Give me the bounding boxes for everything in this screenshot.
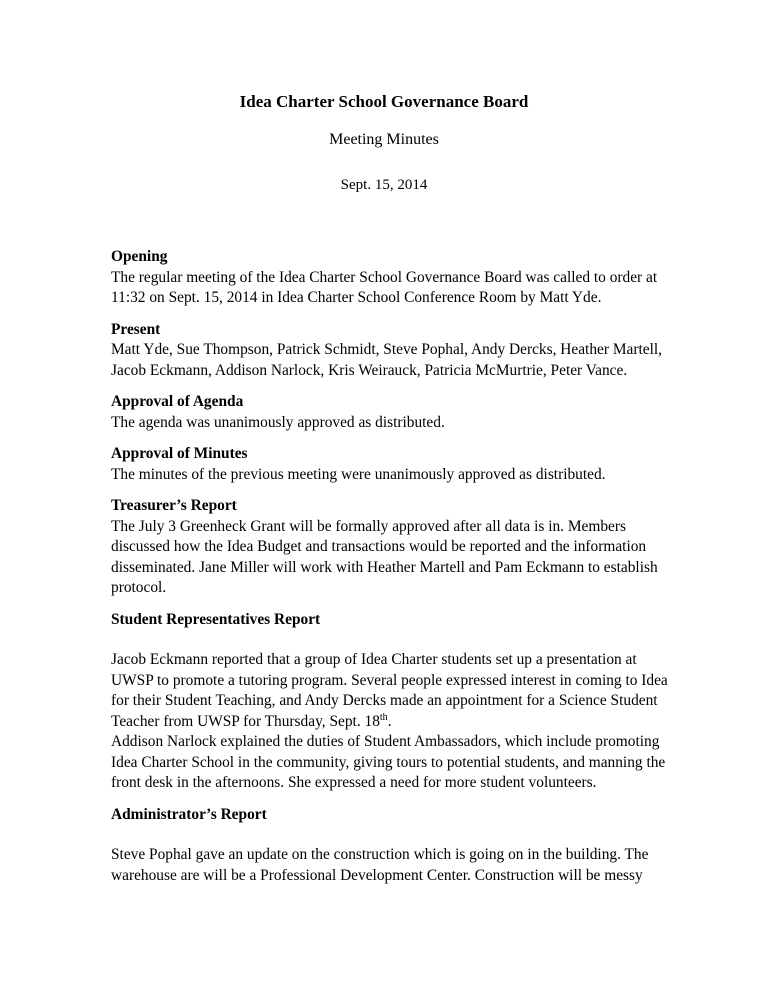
section-text-opening: The regular meeting of the Idea Charter School Governance Board was called to order at 11:32 on Sept. 15, 2014 in Idea Charter School Conference Room by Matt Yde.	[111, 268, 658, 306]
document-subtitle: Meeting Minutes	[329, 131, 439, 148]
section-text-present: Matt Yde, Sue Thompson, Patrick Schmidt, Steve Pophal, Andy Dercks, Heather Martell, Jacob Eckmann, Addison Narlock, Kris Weirauck, Patricia McMurtrie, Peter Vance.	[111, 341, 662, 379]
ordinal-suffix: th	[379, 711, 388, 723]
student-p1-end: .	[387, 712, 392, 730]
student-p1-text: Jacob Eckmann reported that a group of Idea Charter students set up a presentation at UWSP to promote a tutoring program. Several people expressed interest in coming to Idea for their Student Teaching, and Andy Dercks made an appointment for a Science Student Teacher from UWSP for Thursday, Sept. 18	[111, 651, 668, 730]
section-text-treasurer: The July 3 Greenheck Grant will be formally approved after all data is in. Members discussed how the Idea Budget and transactions would be reported and the information disseminated. Jane Miller will work with Heather Martell and Pam Eckmann to establish protocol.	[111, 517, 658, 596]
section-heading-agenda: Approval of Agenda	[111, 393, 244, 410]
spacer	[111, 825, 671, 845]
section-present	[111, 320, 671, 382]
section-heading-administrator: Administrator’s Report	[111, 805, 267, 823]
section-text-student-2: Addison Narlock explained the duties of Student Ambassadors, which include promoting Idea Charter School in the community, giving tours to potential students, and manning the front desk in the afternoons. She expressed a need for more student volunteers.	[111, 733, 666, 791]
section-text-minutes: The minutes of the previous meeting were unanimously approved as distributed.	[111, 465, 606, 483]
section-approval-agenda	[111, 392, 671, 433]
section-opening	[111, 247, 671, 309]
section-approval-minutes	[111, 444, 671, 485]
minutes-body	[111, 247, 671, 897]
section-text-administrator: Steve Pophal gave an update on the construction which is going on in the building. The warehouse are will be a Professional Development Center. Construction will be messy	[111, 846, 649, 884]
section-heading-present: Present	[111, 320, 161, 338]
section-text-student-1	[111, 650, 671, 732]
meeting-date: Sept. 15, 2014	[340, 177, 428, 193]
section-heading-treasurer: Treasurer’s Report	[111, 497, 237, 514]
section-text-agenda: The agenda was unanimously approved as distributed.	[111, 413, 445, 431]
section-treasurer-report	[111, 496, 671, 599]
section-heading-student: Student Representatives Report	[111, 610, 321, 628]
section-student-report	[111, 610, 671, 794]
section-heading-opening: Opening	[111, 248, 168, 265]
spacer	[111, 630, 671, 650]
document-title: Idea Charter School Governance Board	[239, 92, 529, 111]
section-heading-minutes: Approval of Minutes	[111, 445, 248, 462]
section-administrator-report	[111, 805, 671, 887]
